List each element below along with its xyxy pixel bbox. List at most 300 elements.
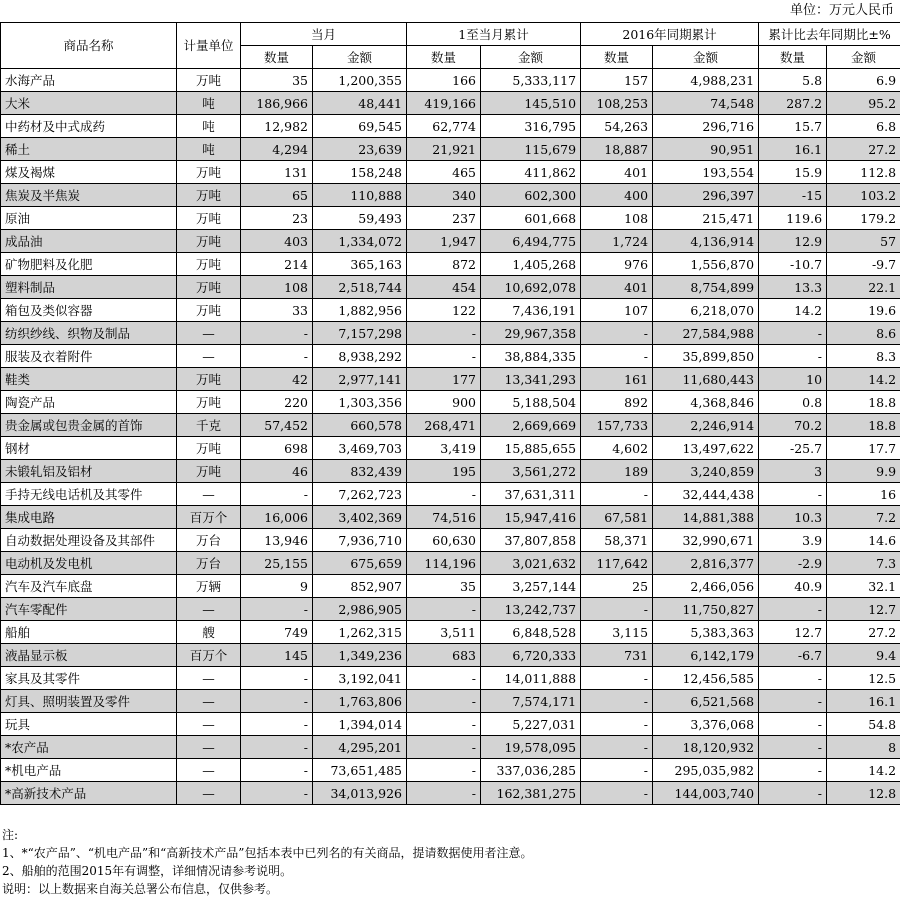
cell-commodity-name: 电动机及发电机 <box>1 552 177 575</box>
table-row <box>1 713 900 736</box>
cell-yoy-amt: -9.7 <box>827 253 900 276</box>
cell-yoy-qty: - <box>759 690 827 713</box>
cell-ytd-amt: 115,679 <box>481 138 581 161</box>
cell-month-amt: 1,394,014 <box>313 713 407 736</box>
cell-2016-amt: 4,988,231 <box>653 69 759 92</box>
cell-2016-qty: - <box>581 322 653 345</box>
cell-2016-qty: - <box>581 483 653 506</box>
table-row <box>1 598 900 621</box>
cell-month-amt: 660,578 <box>313 414 407 437</box>
cell-month-qty: - <box>241 667 313 690</box>
cell-commodity-name: 玩具 <box>1 713 177 736</box>
cell-2016-qty: 54,263 <box>581 115 653 138</box>
cell-2016-amt: 2,816,377 <box>653 552 759 575</box>
cell-ytd-amt: 14,011,888 <box>481 667 581 690</box>
cell-ytd-amt: 37,807,858 <box>481 529 581 552</box>
cell-measure-unit: 万吨 <box>177 437 241 460</box>
cell-2016-qty: 58,371 <box>581 529 653 552</box>
cell-ytd-amt: 411,862 <box>481 161 581 184</box>
header-amt: 金额 <box>827 46 900 69</box>
cell-2016-amt: 3,240,859 <box>653 460 759 483</box>
cell-2016-qty: 731 <box>581 644 653 667</box>
cell-commodity-name: 自动数据处理设备及其部件 <box>1 529 177 552</box>
cell-yoy-amt: 19.6 <box>827 299 900 322</box>
cell-month-amt: 8,938,292 <box>313 345 407 368</box>
cell-month-qty: 403 <box>241 230 313 253</box>
cell-month-qty: 25,155 <box>241 552 313 575</box>
cell-month-amt: 832,439 <box>313 460 407 483</box>
cell-2016-amt: 215,471 <box>653 207 759 230</box>
cell-yoy-qty: -25.7 <box>759 437 827 460</box>
cell-yoy-amt: 54.8 <box>827 713 900 736</box>
cell-2016-amt: 2,466,056 <box>653 575 759 598</box>
cell-measure-unit: 万台 <box>177 552 241 575</box>
cell-commodity-name: 灯具、照明装置及零件 <box>1 690 177 713</box>
table-row <box>1 460 900 483</box>
cell-month-qty: - <box>241 483 313 506</box>
cell-commodity-name: 大米 <box>1 92 177 115</box>
cell-measure-unit: — <box>177 345 241 368</box>
cell-yoy-qty: 15.7 <box>759 115 827 138</box>
cell-yoy-amt: 17.7 <box>827 437 900 460</box>
cell-2016-amt: 296,397 <box>653 184 759 207</box>
cell-yoy-qty: 10.3 <box>759 506 827 529</box>
cell-2016-qty: 161 <box>581 368 653 391</box>
cell-month-amt: 1,262,315 <box>313 621 407 644</box>
table-row <box>1 161 900 184</box>
footnotes <box>2 826 532 898</box>
cell-2016-qty: 25 <box>581 575 653 598</box>
table-row <box>1 667 900 690</box>
cell-month-amt: 1,882,956 <box>313 299 407 322</box>
cell-month-amt: 1,334,072 <box>313 230 407 253</box>
cell-yoy-amt: 14.6 <box>827 529 900 552</box>
cell-month-amt: 3,402,369 <box>313 506 407 529</box>
cell-month-qty: 65 <box>241 184 313 207</box>
cell-commodity-name: 水海产品 <box>1 69 177 92</box>
cell-month-qty: 33 <box>241 299 313 322</box>
cell-measure-unit: 吨 <box>177 92 241 115</box>
cell-yoy-amt: 7.3 <box>827 552 900 575</box>
cell-month-qty: - <box>241 322 313 345</box>
cell-month-amt: 7,262,723 <box>313 483 407 506</box>
table-row <box>1 115 900 138</box>
cell-commodity-name: 稀土 <box>1 138 177 161</box>
cell-yoy-qty: -6.7 <box>759 644 827 667</box>
cell-commodity-name: 中药材及中式成药 <box>1 115 177 138</box>
cell-commodity-name: 焦炭及半焦炭 <box>1 184 177 207</box>
cell-ytd-amt: 13,341,293 <box>481 368 581 391</box>
cell-yoy-amt: 7.2 <box>827 506 900 529</box>
cell-commodity-name: 塑料制品 <box>1 276 177 299</box>
cell-measure-unit: 万吨 <box>177 276 241 299</box>
cell-ytd-amt: 3,257,144 <box>481 575 581 598</box>
cell-commodity-name: 汽车零配件 <box>1 598 177 621</box>
cell-yoy-qty: -15 <box>759 184 827 207</box>
cell-yoy-qty: 40.9 <box>759 575 827 598</box>
cell-month-amt: 365,163 <box>313 253 407 276</box>
table-row <box>1 575 900 598</box>
cell-ytd-qty: 900 <box>407 391 481 414</box>
table-row <box>1 345 900 368</box>
cell-month-qty: 4,294 <box>241 138 313 161</box>
cell-ytd-qty: 195 <box>407 460 481 483</box>
table-row <box>1 690 900 713</box>
cell-month-qty: 698 <box>241 437 313 460</box>
cell-yoy-qty: 3.9 <box>759 529 827 552</box>
cell-commodity-name: 液晶显示板 <box>1 644 177 667</box>
cell-commodity-name: 手持无线电话机及其零件 <box>1 483 177 506</box>
cell-month-qty: - <box>241 713 313 736</box>
cell-yoy-qty: - <box>759 713 827 736</box>
cell-month-qty: 42 <box>241 368 313 391</box>
cell-2016-amt: 4,136,914 <box>653 230 759 253</box>
cell-month-qty: 13,946 <box>241 529 313 552</box>
cell-2016-amt: 14,881,388 <box>653 506 759 529</box>
cell-2016-qty: - <box>581 345 653 368</box>
cell-commodity-name: *机电产品 <box>1 759 177 782</box>
cell-yoy-amt: 8 <box>827 736 900 759</box>
cell-yoy-qty: 14.2 <box>759 299 827 322</box>
cell-2016-amt: 11,750,827 <box>653 598 759 621</box>
cell-2016-amt: 144,003,740 <box>653 782 759 805</box>
cell-month-amt: 48,441 <box>313 92 407 115</box>
cell-measure-unit: — <box>177 690 241 713</box>
cell-2016-amt: 3,376,068 <box>653 713 759 736</box>
table-row <box>1 621 900 644</box>
cell-ytd-qty: 3,419 <box>407 437 481 460</box>
cell-measure-unit: 万吨 <box>177 69 241 92</box>
cell-measure-unit: 万吨 <box>177 391 241 414</box>
cell-2016-amt: 32,444,438 <box>653 483 759 506</box>
cell-2016-qty: 401 <box>581 276 653 299</box>
table-row <box>1 253 900 276</box>
cell-yoy-qty: - <box>759 667 827 690</box>
header-amt: 金额 <box>481 46 581 69</box>
cell-month-qty: 46 <box>241 460 313 483</box>
cell-month-amt: 3,192,041 <box>313 667 407 690</box>
cell-month-qty: 16,006 <box>241 506 313 529</box>
cell-ytd-amt: 15,885,655 <box>481 437 581 460</box>
cell-month-amt: 675,659 <box>313 552 407 575</box>
cell-ytd-amt: 337,036,285 <box>481 759 581 782</box>
cell-2016-amt: 11,680,443 <box>653 368 759 391</box>
cell-measure-unit: 万吨 <box>177 161 241 184</box>
cell-yoy-qty: - <box>759 736 827 759</box>
cell-month-amt: 2,986,905 <box>313 598 407 621</box>
cell-commodity-name: 汽车及汽车底盘 <box>1 575 177 598</box>
cell-2016-qty: 108 <box>581 207 653 230</box>
cell-2016-qty: 157 <box>581 69 653 92</box>
cell-measure-unit: 千克 <box>177 414 241 437</box>
cell-2016-amt: 27,584,988 <box>653 322 759 345</box>
cell-month-qty: - <box>241 736 313 759</box>
cell-ytd-qty: - <box>407 713 481 736</box>
cell-yoy-amt: 14.2 <box>827 368 900 391</box>
header-qty: 数量 <box>241 46 313 69</box>
cell-measure-unit: — <box>177 667 241 690</box>
cell-commodity-name: 贵金属或包贵金属的首饰 <box>1 414 177 437</box>
table-row <box>1 391 900 414</box>
cell-2016-amt: 5,383,363 <box>653 621 759 644</box>
cell-measure-unit: 万台 <box>177 529 241 552</box>
footnote-line: 注: <box>2 828 19 842</box>
header-group-ytd: 1至当月累计 <box>407 23 581 46</box>
cell-yoy-amt: 9.9 <box>827 460 900 483</box>
cell-ytd-qty: - <box>407 736 481 759</box>
cell-yoy-amt: 27.2 <box>827 621 900 644</box>
cell-month-amt: 7,936,710 <box>313 529 407 552</box>
cell-commodity-name: *农产品 <box>1 736 177 759</box>
cell-month-amt: 158,248 <box>313 161 407 184</box>
cell-month-qty: - <box>241 598 313 621</box>
cell-yoy-qty: - <box>759 483 827 506</box>
cell-2016-amt: 2,246,914 <box>653 414 759 437</box>
cell-month-qty: 9 <box>241 575 313 598</box>
cell-2016-amt: 295,035,982 <box>653 759 759 782</box>
cell-ytd-qty: - <box>407 782 481 805</box>
cell-measure-unit: 百万个 <box>177 506 241 529</box>
cell-month-amt: 59,493 <box>313 207 407 230</box>
cell-yoy-amt: 6.8 <box>827 115 900 138</box>
cell-measure-unit: — <box>177 322 241 345</box>
cell-2016-qty: 189 <box>581 460 653 483</box>
header-group-current-month: 当月 <box>241 23 407 46</box>
cell-yoy-amt: 112.8 <box>827 161 900 184</box>
cell-ytd-qty: - <box>407 345 481 368</box>
cell-yoy-qty: - <box>759 322 827 345</box>
cell-2016-amt: 193,554 <box>653 161 759 184</box>
table-row <box>1 759 900 782</box>
cell-yoy-qty: - <box>759 759 827 782</box>
header-measure-unit: 计量单位 <box>177 23 241 69</box>
cell-ytd-amt: 316,795 <box>481 115 581 138</box>
cell-ytd-qty: - <box>407 322 481 345</box>
cell-ytd-qty: - <box>407 759 481 782</box>
cell-ytd-amt: 6,720,333 <box>481 644 581 667</box>
cell-2016-qty: - <box>581 759 653 782</box>
cell-2016-qty: - <box>581 690 653 713</box>
cell-2016-amt: 74,548 <box>653 92 759 115</box>
cell-yoy-amt: 27.2 <box>827 138 900 161</box>
cell-ytd-amt: 602,300 <box>481 184 581 207</box>
cell-month-qty: 131 <box>241 161 313 184</box>
cell-ytd-amt: 145,510 <box>481 92 581 115</box>
cell-yoy-amt: 8.6 <box>827 322 900 345</box>
cell-measure-unit: 万吨 <box>177 207 241 230</box>
cell-commodity-name: *高新技术产品 <box>1 782 177 805</box>
cell-yoy-qty: 12.7 <box>759 621 827 644</box>
footnote-line: 说明：以上数据来自海关总署公布信息，仅供参考。 <box>2 882 279 896</box>
footnote-line: 1、*“农产品”、“机电产品”和“高新技术产品”包括本表中已列名的有关商品，提请数据使用者注意。 <box>2 846 533 860</box>
cell-ytd-amt: 601,668 <box>481 207 581 230</box>
table-row <box>1 414 900 437</box>
cell-measure-unit: 吨 <box>177 115 241 138</box>
cell-ytd-qty: 62,774 <box>407 115 481 138</box>
cell-ytd-qty: 1,947 <box>407 230 481 253</box>
cell-month-amt: 1,200,355 <box>313 69 407 92</box>
cell-ytd-qty: 237 <box>407 207 481 230</box>
cell-month-amt: 1,763,806 <box>313 690 407 713</box>
cell-yoy-qty: -10.7 <box>759 253 827 276</box>
cell-ytd-qty: - <box>407 598 481 621</box>
cell-yoy-amt: 6.9 <box>827 69 900 92</box>
cell-2016-amt: 90,951 <box>653 138 759 161</box>
cell-yoy-qty: 70.2 <box>759 414 827 437</box>
cell-2016-qty: 3,115 <box>581 621 653 644</box>
cell-2016-qty: - <box>581 667 653 690</box>
cell-ytd-qty: - <box>407 690 481 713</box>
cell-month-amt: 3,469,703 <box>313 437 407 460</box>
cell-ytd-qty: 3,511 <box>407 621 481 644</box>
cell-measure-unit: 万辆 <box>177 575 241 598</box>
cell-yoy-amt: 32.1 <box>827 575 900 598</box>
table-row <box>1 736 900 759</box>
cell-yoy-qty: - <box>759 782 827 805</box>
table-row <box>1 207 900 230</box>
cell-yoy-qty: - <box>759 598 827 621</box>
cell-ytd-qty: 74,516 <box>407 506 481 529</box>
header-qty: 数量 <box>581 46 653 69</box>
cell-yoy-amt: 8.3 <box>827 345 900 368</box>
table-row <box>1 138 900 161</box>
cell-month-amt: 110,888 <box>313 184 407 207</box>
cell-2016-qty: - <box>581 736 653 759</box>
cell-ytd-amt: 13,242,737 <box>481 598 581 621</box>
cell-ytd-amt: 5,188,504 <box>481 391 581 414</box>
cell-yoy-qty: - <box>759 345 827 368</box>
cell-yoy-amt: 18.8 <box>827 414 900 437</box>
header-group-2016-ytd: 2016年同期累计 <box>581 23 759 46</box>
cell-month-qty: - <box>241 345 313 368</box>
table-row <box>1 322 900 345</box>
footnote-line: 2、船舶的范围2015年有调整，详细情况请参考说明。 <box>2 864 293 878</box>
cell-ytd-amt: 2,669,669 <box>481 414 581 437</box>
cell-commodity-name: 鞋类 <box>1 368 177 391</box>
cell-2016-qty: 401 <box>581 161 653 184</box>
cell-commodity-name: 陶瓷产品 <box>1 391 177 414</box>
table-row <box>1 483 900 506</box>
header-qty: 数量 <box>759 46 827 69</box>
cell-2016-amt: 35,899,850 <box>653 345 759 368</box>
table-row <box>1 276 900 299</box>
cell-ytd-qty: 454 <box>407 276 481 299</box>
cell-measure-unit: 吨 <box>177 138 241 161</box>
cell-month-amt: 852,907 <box>313 575 407 598</box>
header-group-yoy-change: 累计比去年同期比±% <box>759 23 900 46</box>
cell-yoy-amt: 57 <box>827 230 900 253</box>
cell-commodity-name: 家具及其零件 <box>1 667 177 690</box>
cell-month-amt: 69,545 <box>313 115 407 138</box>
cell-month-qty: - <box>241 690 313 713</box>
unit-label: 单位：万元人民币 <box>789 3 894 18</box>
cell-ytd-amt: 5,227,031 <box>481 713 581 736</box>
cell-2016-amt: 32,990,671 <box>653 529 759 552</box>
cell-ytd-qty: 872 <box>407 253 481 276</box>
cell-yoy-amt: 12.7 <box>827 598 900 621</box>
table-row <box>1 92 900 115</box>
cell-2016-amt: 1,556,870 <box>653 253 759 276</box>
cell-2016-qty: - <box>581 598 653 621</box>
cell-2016-amt: 13,497,622 <box>653 437 759 460</box>
cell-yoy-qty: 13.3 <box>759 276 827 299</box>
cell-ytd-amt: 1,405,268 <box>481 253 581 276</box>
cell-measure-unit: — <box>177 759 241 782</box>
cell-commodity-name: 未锻轧铝及铝材 <box>1 460 177 483</box>
cell-yoy-amt: 12.5 <box>827 667 900 690</box>
cell-ytd-amt: 38,884,335 <box>481 345 581 368</box>
cell-ytd-qty: 122 <box>407 299 481 322</box>
cell-yoy-amt: 22.1 <box>827 276 900 299</box>
cell-month-qty: 35 <box>241 69 313 92</box>
cell-2016-qty: 108,253 <box>581 92 653 115</box>
table-row <box>1 230 900 253</box>
cell-month-amt: 4,295,201 <box>313 736 407 759</box>
cell-2016-amt: 6,521,568 <box>653 690 759 713</box>
cell-ytd-qty: 114,196 <box>407 552 481 575</box>
cell-2016-amt: 18,120,932 <box>653 736 759 759</box>
header-amt: 金额 <box>313 46 407 69</box>
cell-yoy-amt: 12.8 <box>827 782 900 805</box>
cell-month-qty: 186,966 <box>241 92 313 115</box>
cell-ytd-amt: 3,561,272 <box>481 460 581 483</box>
table-row <box>1 368 900 391</box>
table-body <box>1 69 900 805</box>
cell-measure-unit: 万吨 <box>177 253 241 276</box>
cell-month-qty: 57,452 <box>241 414 313 437</box>
cell-month-qty: 12,982 <box>241 115 313 138</box>
table-row <box>1 506 900 529</box>
cell-yoy-qty: 119.6 <box>759 207 827 230</box>
cell-ytd-amt: 6,494,775 <box>481 230 581 253</box>
cell-yoy-qty: 10 <box>759 368 827 391</box>
cell-yoy-amt: 95.2 <box>827 92 900 115</box>
cell-yoy-amt: 14.2 <box>827 759 900 782</box>
cell-ytd-amt: 5,333,117 <box>481 69 581 92</box>
cell-ytd-qty: 60,630 <box>407 529 481 552</box>
cell-month-amt: 73,651,485 <box>313 759 407 782</box>
cell-ytd-qty: - <box>407 667 481 690</box>
cell-2016-qty: 892 <box>581 391 653 414</box>
cell-yoy-qty: 15.9 <box>759 161 827 184</box>
cell-measure-unit: 万吨 <box>177 299 241 322</box>
cell-measure-unit: 万吨 <box>177 230 241 253</box>
cell-ytd-amt: 29,967,358 <box>481 322 581 345</box>
cell-month-amt: 1,303,356 <box>313 391 407 414</box>
cell-month-qty: 214 <box>241 253 313 276</box>
cell-ytd-qty: 683 <box>407 644 481 667</box>
cell-ytd-amt: 37,631,311 <box>481 483 581 506</box>
header-amt: 金额 <box>653 46 759 69</box>
cell-2016-qty: 400 <box>581 184 653 207</box>
cell-ytd-qty: 166 <box>407 69 481 92</box>
cell-yoy-amt: 179.2 <box>827 207 900 230</box>
cell-measure-unit: — <box>177 782 241 805</box>
cell-month-qty: 749 <box>241 621 313 644</box>
cell-yoy-qty: 12.9 <box>759 230 827 253</box>
cell-2016-amt: 8,754,899 <box>653 276 759 299</box>
cell-2016-qty: 117,642 <box>581 552 653 575</box>
cell-2016-qty: 157,733 <box>581 414 653 437</box>
cell-measure-unit: — <box>177 713 241 736</box>
cell-month-qty: - <box>241 759 313 782</box>
cell-ytd-qty: 21,921 <box>407 138 481 161</box>
cell-commodity-name: 成品油 <box>1 230 177 253</box>
cell-yoy-qty: 287.2 <box>759 92 827 115</box>
cell-yoy-qty: 5.8 <box>759 69 827 92</box>
cell-commodity-name: 矿物肥料及化肥 <box>1 253 177 276</box>
cell-month-amt: 34,013,926 <box>313 782 407 805</box>
